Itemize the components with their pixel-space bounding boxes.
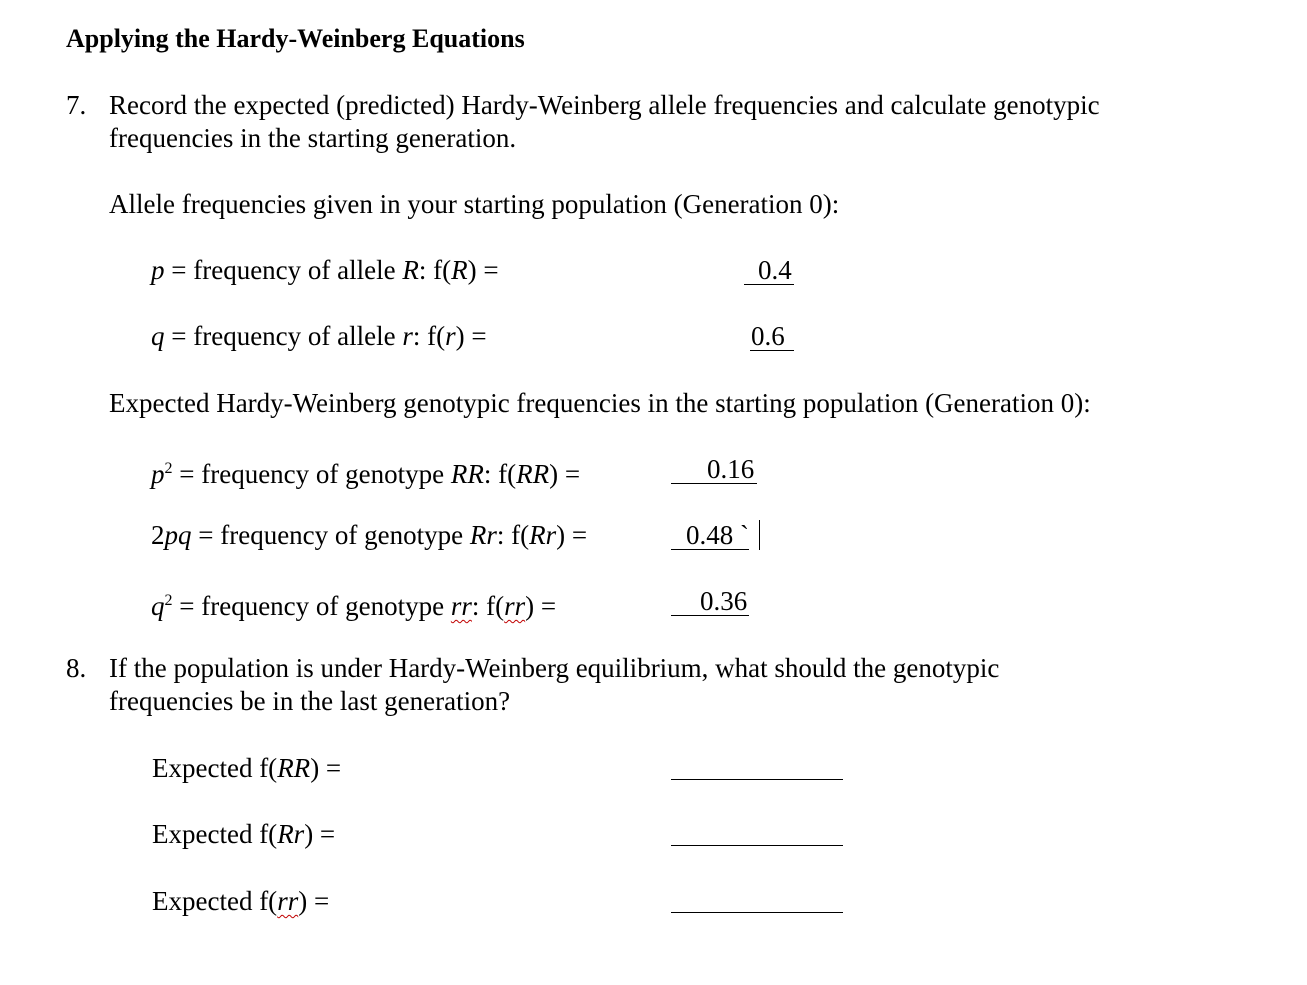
p-tail-var: R <box>451 255 468 285</box>
expected-rr-recessive-label <box>152 884 329 918</box>
expected-rr-recessive-var: rr <box>277 886 299 916</box>
expected-rr-hetero-var: Rr <box>277 819 305 849</box>
expected-rr-hetero-blank[interactable] <box>671 845 843 846</box>
expected-rr-hetero-pre: Expected f( <box>152 819 278 849</box>
twopq-stray-mark: ` <box>740 520 749 550</box>
p2-tail-post: ) = <box>549 459 581 489</box>
p-answer[interactable]: 0.4 <box>758 255 792 285</box>
p2-sup: 2 <box>164 460 173 477</box>
twopq-row-label <box>151 518 587 552</box>
p-tail-pre: : f( <box>418 255 452 285</box>
expected-rr-dominant-blank[interactable] <box>671 779 843 780</box>
p2-answer[interactable]: 0.16 <box>707 454 755 484</box>
question-8-line-2: frequencies be in the last generation? <box>109 686 511 716</box>
twopq-geno: Rr <box>469 520 497 550</box>
q2-var: q <box>151 591 165 621</box>
q-tail-post: ) = <box>455 321 487 351</box>
twopq-answer-field[interactable] <box>686 518 760 552</box>
twopq-answer-underline <box>671 549 749 550</box>
question-7-line-1: Record the expected (predicted) Hardy-Weinberg allele frequencies and calculate genotypic <box>109 90 1100 120</box>
p-allele: R <box>402 255 419 285</box>
q2-row-label <box>151 584 556 623</box>
q2-answer-underline <box>671 615 749 616</box>
question-8-line-1: If the population is under Hardy-Weinberg equilibrium, what should the genotypic <box>109 653 1000 683</box>
expected-rr-dominant-label <box>152 751 341 785</box>
expected-rr-hetero-post: ) = <box>304 819 336 849</box>
p2-tail-var: RR <box>516 459 550 489</box>
expected-rr-recessive-pre: Expected f( <box>152 886 278 916</box>
allele-heading: Allele frequencies given in your starting population (Generation 0): <box>109 189 840 219</box>
question-7-number: 7. <box>66 90 87 120</box>
twopq-answer: 0.48 <box>686 520 734 550</box>
p2-var: p <box>151 459 165 489</box>
expected-rr-recessive-blank[interactable] <box>671 912 843 913</box>
q-allele: r <box>402 321 413 351</box>
q-var: q <box>151 321 165 351</box>
twopq-tail-post: ) = <box>556 520 588 550</box>
twopq-coef: 2 <box>151 520 165 550</box>
q-tail-pre: : f( <box>412 321 446 351</box>
p-text: = frequency of allele <box>164 255 403 285</box>
twopq-var: pq <box>164 520 192 550</box>
twopq-tail-pre: : f( <box>496 520 530 550</box>
p2-row-label <box>151 452 580 491</box>
p-tail-post: ) = <box>467 255 499 285</box>
q-text: = frequency of allele <box>164 321 403 351</box>
question-8-number: 8. <box>66 653 87 683</box>
q-answer-underline <box>750 350 794 351</box>
expected-rr-dominant-var: RR <box>277 753 311 783</box>
q-row-label <box>151 319 487 353</box>
q-answer[interactable]: 0.6 <box>751 321 785 351</box>
expected-rr-dominant-post: ) = <box>310 753 342 783</box>
p-var: p <box>151 255 165 285</box>
q2-tail-post: ) = <box>525 591 557 621</box>
q2-geno: rr <box>450 591 472 621</box>
question-7-line-2: frequencies in the starting generation. <box>109 123 517 153</box>
p-row-label <box>151 253 499 287</box>
twopq-text: = frequency of genotype <box>191 520 470 550</box>
expected-rr-hetero-label <box>152 817 335 851</box>
q-tail-var: r <box>445 321 456 351</box>
p2-text: = frequency of genotype <box>172 459 451 489</box>
p2-answer-underline <box>671 483 757 484</box>
p2-geno: RR <box>450 459 484 489</box>
expected-rr-recessive-post: ) = <box>298 886 330 916</box>
page-title: Applying the Hardy-Weinberg Equations <box>66 24 525 53</box>
q2-tail-pre: : f( <box>471 591 505 621</box>
q2-answer[interactable]: 0.36 <box>700 586 748 616</box>
twopq-tail-var: Rr <box>529 520 557 550</box>
p2-tail-pre: : f( <box>483 459 517 489</box>
genotype-heading: Expected Hardy-Weinberg genotypic frequencies in the starting population (Generation 0): <box>109 388 1091 418</box>
expected-rr-dominant-pre: Expected f( <box>152 753 278 783</box>
p-answer-underline <box>744 284 794 285</box>
q2-sup: 2 <box>164 592 173 609</box>
q2-tail-var: rr <box>504 591 526 621</box>
q2-text: = frequency of genotype <box>172 591 451 621</box>
text-cursor <box>759 520 760 550</box>
